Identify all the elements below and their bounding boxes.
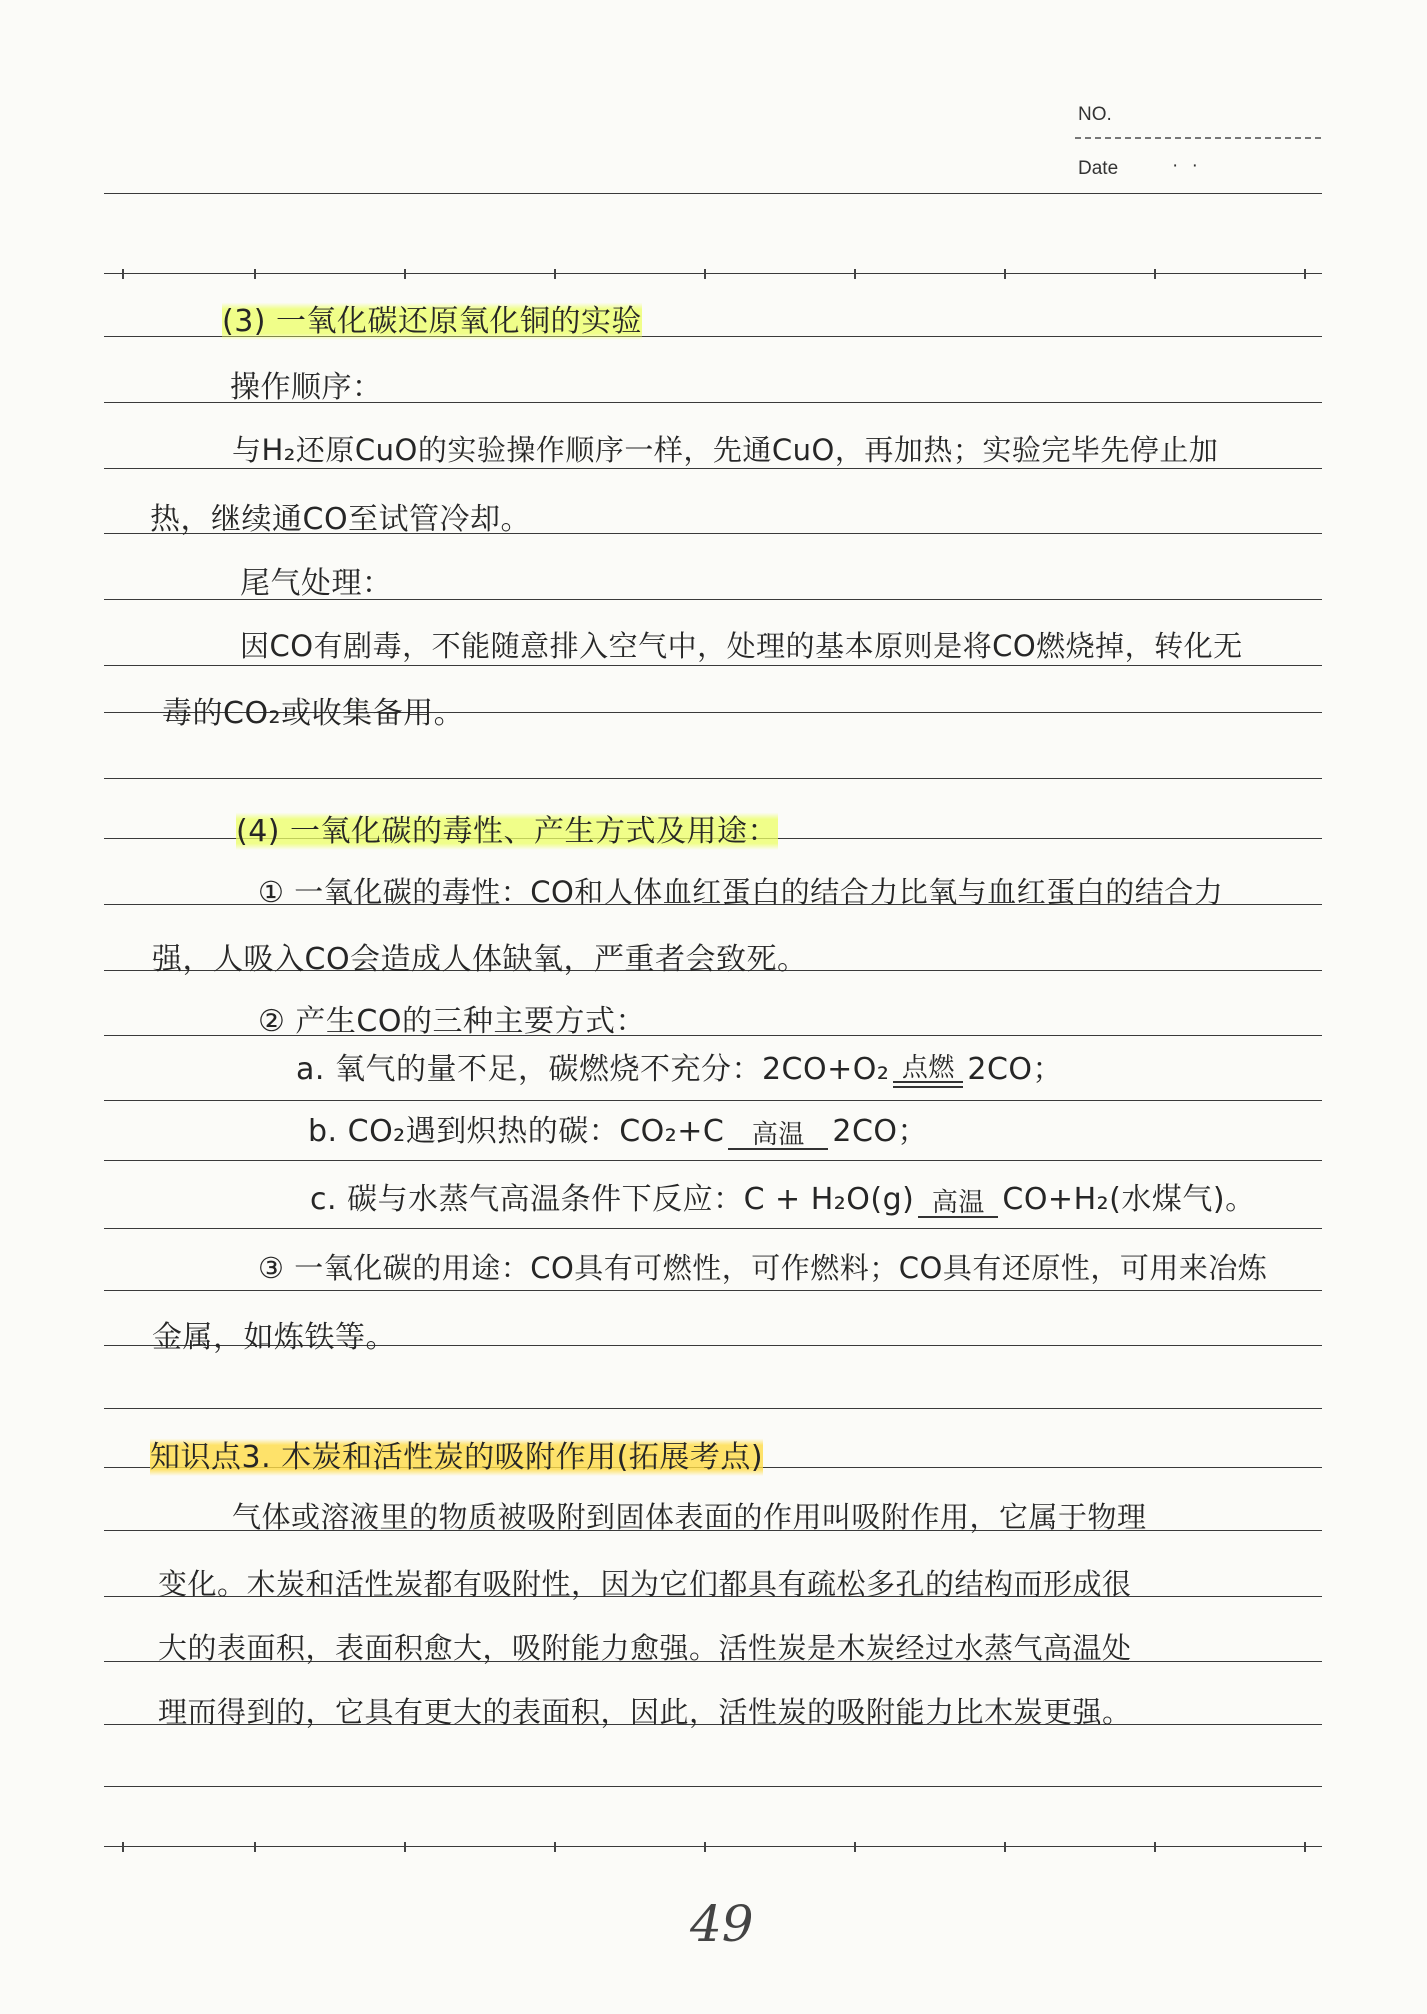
waste-gas-label: 尾气处理：: [240, 566, 393, 601]
method-c-product: CO+H₂(水煤气)。: [1002, 1182, 1256, 1217]
operation-order-label: 操作顺序：: [230, 370, 383, 405]
ruled-line: [104, 1100, 1322, 1101]
ruled-line: [104, 665, 1322, 666]
method-b-text: b. CO₂遇到炽热的碳：CO₂+C: [308, 1114, 725, 1149]
no-label: NO.: [1078, 104, 1112, 125]
tick-rule-bottom: [104, 1846, 1322, 1856]
ruled-line: [104, 193, 1322, 194]
method-a-product: 2CO；: [967, 1052, 1064, 1087]
waste-gas-text-line-1: 因CO有剧毒，不能随意排入空气中，处理的基本原则是将CO燃烧掉，转化无: [240, 629, 1243, 663]
method-a: [296, 1044, 1063, 1088]
method-b: [308, 1106, 928, 1150]
production-methods-label: ② 产生CO的三种主要方式：: [258, 1004, 646, 1039]
knowledge-point-3-title: 知识点3. 木炭和活性炭的吸附作用(拓展考点): [150, 1432, 763, 1476]
condition-high-temp-c: 高温: [918, 1190, 998, 1218]
adsorption-text-line-2: 变化。木炭和活性炭都有吸附性，因为它们都具有疏松多孔的结构而形成很: [158, 1567, 1132, 1601]
adsorption-text-line-4: 理而得到的，它具有更大的表面积，因此，活性炭的吸附能力比木炭更强。: [158, 1695, 1132, 1729]
date-dots: · ·: [1172, 155, 1202, 176]
uses-text-line-1: ③ 一氧化碳的用途：CO具有可燃性，可作燃料；CO具有还原性，可用来冶炼: [258, 1251, 1268, 1285]
ruled-line: [104, 1786, 1322, 1787]
header-dashed-rule: [1075, 137, 1321, 139]
ruled-line: [104, 778, 1322, 779]
method-c: [310, 1174, 1256, 1218]
ruled-line: [104, 1228, 1322, 1229]
operation-text-line-1: 与H₂还原CuO的实验操作顺序一样，先通CuO，再加热；实验完毕先停止加: [232, 433, 1219, 467]
waste-gas-text-line-2: 毒的CO₂或收集备用。: [162, 696, 465, 731]
page-number: 49: [690, 1895, 754, 1953]
method-b-product: 2CO；: [832, 1114, 929, 1149]
adsorption-text-line-1: 气体或溶液里的物质被吸附到固体表面的作用叫吸附作用，它属于物理: [232, 1500, 1147, 1534]
adsorption-text-line-3: 大的表面积，表面积愈大，吸附能力愈强。活性炭是木炭经过水蒸气高温处: [158, 1631, 1132, 1665]
section-4-title: (4) 一氧化碳的毒性、产生方式及用途：: [236, 806, 778, 850]
method-c-text: c. 碳与水蒸气高温条件下反应：C + H₂O(g): [310, 1182, 915, 1217]
toxicity-text-line-1: ① 一氧化碳的毒性：CO和人体血红蛋白的结合力比氧与血红蛋白的结合力: [258, 875, 1224, 909]
tick-rule-top: [104, 273, 1322, 283]
ruled-line: [104, 1160, 1322, 1161]
operation-text-line-2: 热，继续通CO至试管冷却。: [150, 502, 532, 537]
ruled-line: [104, 1408, 1322, 1409]
ruled-line: [104, 1290, 1322, 1291]
section-3-title: (3) 一氧化碳还原氧化铜的实验: [222, 296, 642, 340]
condition-high-temp-b: 高温: [728, 1122, 828, 1150]
method-a-text: a. 氧气的量不足，碳燃烧不充分：2CO+O₂: [296, 1052, 890, 1087]
date-label: Date: [1078, 158, 1119, 179]
condition-ignite: 点燃: [893, 1055, 963, 1088]
toxicity-text-line-2: 强，人吸入CO会造成人体缺氧，严重者会致死。: [152, 942, 808, 977]
uses-text-line-2: 金属，如炼铁等。: [152, 1320, 396, 1355]
